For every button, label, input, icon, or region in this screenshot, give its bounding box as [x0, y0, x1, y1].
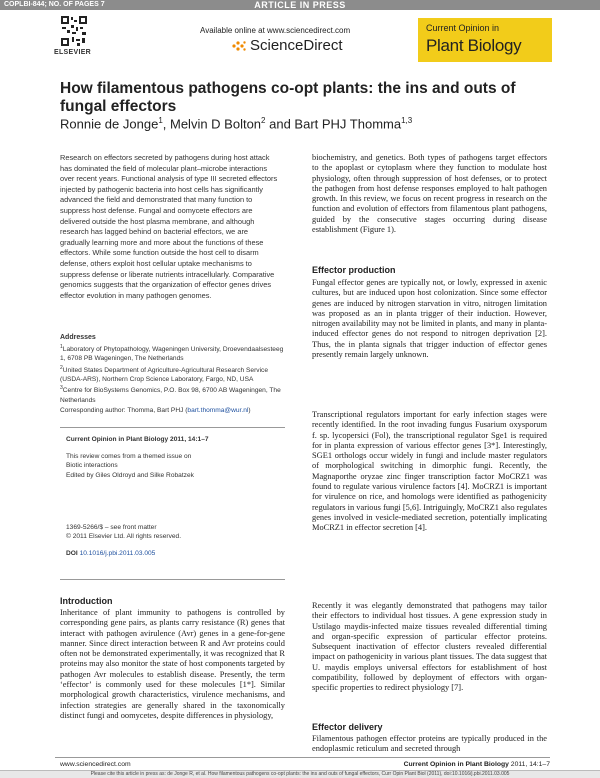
footer-journal: Current Opinion in Plant Biology 2011, 14:1–7: [403, 761, 550, 768]
article-status: ARTICLE IN PRESS: [254, 0, 346, 10]
introduction-text: Inheritance of plant immunity to pathogens is controlled by corresponding gene pairs, as plants carry resistance (R) genes that interact with pathogen avirulence (Avr) genes in a gene-for-gene manner. Since direct interaction between R and Avr proteins could often not be demonstrated experimentally, it was recognized that R proteins may also monitor the state of host components targeted by pathogen Avr molecules to establish disease. Presently, the term ‘effector’ is commonly used for these molecules [1*]. Similar morphological growth characteristics, virulence mechanisms, and infection strategies are generally shared in the taxonomically distinct fungi and oomycetes, despite differences in physiology,: [60, 608, 285, 720]
body-paragraph: Filamentous pathogen effector proteins are typically produced in the endoplasmic reticulum and secreted through: [312, 734, 547, 754]
available-online-text: Available online at www.sciencedirect.com: [200, 26, 351, 35]
author-list: Ronnie de Jonge$^1$, Melvin D Bolton$^2$ and Bart PHJ Thomma$^{1,3}$: [60, 116, 413, 132]
journal-name-line1: Current Opinion in: [426, 23, 500, 33]
footer-divider: [55, 757, 550, 758]
author-name: Bart PHJ Thomma: [294, 116, 402, 132]
elsevier-logo: ELSEVIER: [54, 49, 92, 56]
article-info-box: [60, 427, 285, 580]
citation-bar: [0, 770, 600, 778]
section-heading-effector-production: Effector production: [312, 265, 396, 275]
corresponding-author: Corresponding author: Thomma, Bart PHJ (bart.thomma@wur.nl): [60, 407, 251, 414]
address-item: $^1$Laboratory of Phytopathology, Wageningen University, Droevendaalsesteeg 1, 6708 PB Wageningen, The Netherlands: [60, 344, 284, 363]
qr-code-icon: [60, 15, 88, 47]
section-heading-effector-delivery: Effector delivery: [312, 722, 383, 732]
author-affiliation: 2: [261, 116, 266, 125]
body-paragraph: Transcriptional regulators important for early infection stages were recently identified. In the root invading fungus Fusarium oxysporum f. sp. lycopersici (Fol), the transcriptional regulator Sge1 is required for in planta expression of various effector genes [3*]. Interestingly, SGE1 orthologs occur widely in fungi and include master regulators of morphological switching in dimorphic fungi. Recently, the Magnaporthe oryzae zinc finger transcription factor MoCRZ1 was found to regulate various virulence factors [4]. MoCRZ1 is important for virulence on rice, and homologs were identified as pathogenicity regulators in various fungi [5,6]. Intriguingly, MoCRZ1 also regulates genes involved in vesicle-mediated secretion, potentially implicating MoCRZ1 in effector secretion [4].: [312, 410, 547, 533]
abstract: Research on effectors secreted by pathogens during host attack has dominated the field of molecular plant–microbe interactions over recent years. Functional analysis of type III secreted effectors injected by pathogenic bacteria into host cells has significantly advanced the field and demonstrated that many function to suppress host defense. Fungal and oomycete effectors are delivered outside the host plasma membrane, and although research has lagged behind on bacterial effectors, we are gradually learning more and more about the functions of these effectors. While some function outside the host cell to disarm defense, others exploit host cellular uptake mechanisms to suppress defense or liberate nutrients intracellularly. Comparative genomics suggests that the organization of effector genes drives effector evolution in many pathogen genomes.: [60, 153, 278, 300]
citation-text: Please cite this article in press as: de Jonge R, et al. How filamentous pathogens co-opt plants: the ins and outs of fungal effectors, Curr Opin Plant Biol (2011), doi:10.1016/j.pbi.2011.03.005: [90, 771, 510, 777]
article-title: How filamentous pathogens co-opt plants: the ins and outs of fungal effectors: [60, 80, 516, 115]
doi-link[interactable]: 10.1016/j.pbi.2011.03.005: [79, 550, 156, 557]
address-item: $^2$United States Department of Agriculture-Agricultural Research Service (USDA-ARS), Northern Crop Science Laboratory, Fargo, ND, USA: [60, 364, 269, 383]
body-paragraph: biochemistry, and genetics. Both types of pathogens target effectors to the apoplast or cytoplasm where they function to modulate host physiology, often through suppression of host defenses, or to protect the pathogen from host defense responses employed to halt pathogen growth. In this review, we focus on recent progress in research on the function and evolution of effectors from filamentous plant pathogens, guided by the consecutive stages occurring during disease establishment (Figure 1).: [312, 153, 547, 235]
themed-issue-info: This review comes from a themed issue on Biotic interactions Edited by Giles Oldroyd and Silke Robatzek: [66, 453, 194, 479]
sciencedirect-wordmark: ScienceDirect: [250, 37, 343, 54]
copyright-info: 1369-5266/$ – see front matter © 2011 Elsevier Ltd. All rights reserved.: [66, 524, 182, 541]
doi: DOI 10.1016/j.pbi.2011.03.005: [66, 550, 156, 557]
journal-banner: [418, 18, 552, 62]
author-name: Ronnie de Jonge: [60, 116, 159, 132]
journal-name-line2: Plant Biology: [426, 36, 522, 55]
addresses-heading: Addresses: [60, 334, 96, 341]
addresses-list: [60, 343, 285, 405]
journal-reference: Current Opinion in Plant Biology 2011, 14:1–7: [66, 436, 209, 443]
author-affiliation: 1: [158, 116, 163, 125]
manuscript-ref: COPLBI-844; NO. OF PAGES 7: [4, 1, 105, 8]
status-bar: [0, 0, 600, 10]
body-paragraph: Recently it was elegantly demonstrated that pathogens may tailor their effectors to individual host tissues. A gene expression study in Ustilago maydis-infected maize tissues revealed differential timing and organ-specific expression of particular effector proteins. Subsequent inactivation of effector clusters revealed differential impact on pathogenicity in various plant tissues. The data suggest that U. maydis employs universal effectors for establishment of host compatibility, followed by deployment of effectors with organ-specific properties to redirect physiology [7].: [312, 601, 547, 693]
email-link[interactable]: bart.thomma@wur.nl: [187, 407, 249, 414]
footer-url[interactable]: www.sciencedirect.com: [60, 761, 131, 768]
author-affiliation: 1,3: [401, 116, 413, 125]
author-name: Melvin D Bolton: [170, 116, 262, 132]
address-item: $^3$Centre for BioSystems Genomics, P.O. Box 98, 6700 AB Wageningen, The Netherlands: [60, 385, 281, 404]
sciencedirect-dots-icon: [232, 40, 246, 52]
body-paragraph: Fungal effector genes are typically not, or lowly, expressed in axenic cultures, but are induced upon host colonization. Since some effector genes are induced by nitrogen starvation in vitro, nitrogen limitation was proposed as an in planta trigger of their induction. However, nitrogen availability may not be limited in plants, and many in planta-induced effector genes do not respond to nitrogen deprivation [2]. Thus, the in planta signals that trigger induction of effector genes presently remain largely unknown.: [312, 278, 547, 360]
section-heading-introduction: Introduction: [60, 596, 113, 606]
